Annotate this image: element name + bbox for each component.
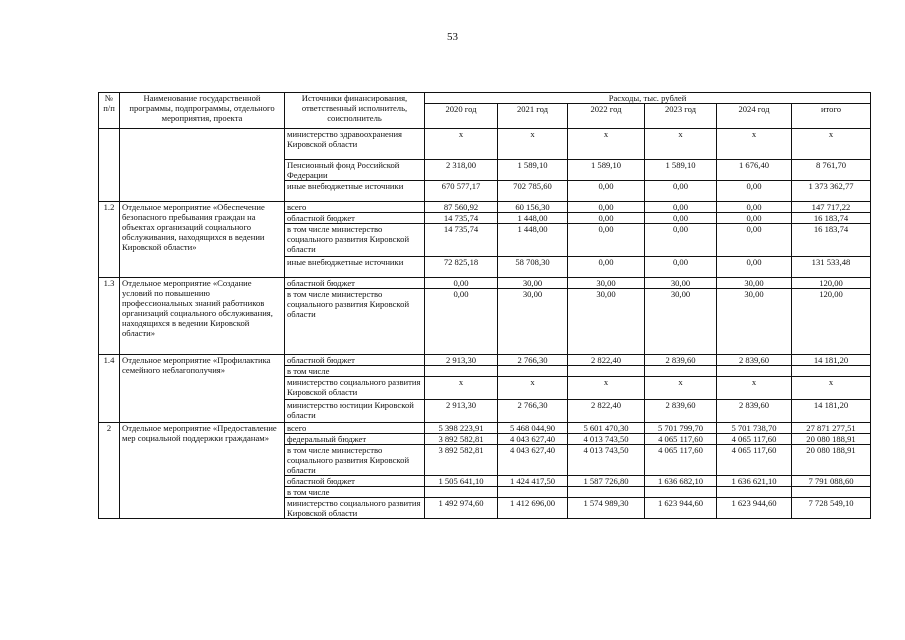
source-cell: министерство социального развития Кировской области	[285, 377, 425, 400]
value-cell: х	[645, 129, 717, 160]
source-cell: областной бюджет	[285, 213, 425, 224]
value-cell: 5 398 223,91	[425, 423, 498, 434]
row-num: 1.2	[99, 202, 120, 278]
value-cell: х	[568, 377, 645, 400]
value-cell: х	[792, 377, 871, 400]
value-cell: 1 574 989,30	[568, 498, 645, 519]
value-cell	[498, 487, 568, 498]
value-cell: 1 448,00	[498, 224, 568, 257]
source-cell: иные внебюджетные источники	[285, 257, 425, 278]
value-cell: 0,00	[425, 278, 498, 289]
value-cell: 20 080 188,91	[792, 434, 871, 445]
value-cell: 131 533,48	[792, 257, 871, 278]
value-cell: 4 065 117,60	[645, 445, 717, 476]
table-row	[99, 129, 871, 160]
value-cell: 1 636 682,10	[645, 476, 717, 487]
header-year: 2020 год	[425, 104, 498, 129]
value-cell: 14 735,74	[425, 213, 498, 224]
value-cell	[792, 366, 871, 377]
value-cell	[645, 487, 717, 498]
source-cell: в том числе министерство социального развития Кировской области	[285, 224, 425, 257]
row-num: 2	[99, 423, 120, 519]
value-cell: 1 623 944,60	[717, 498, 792, 519]
value-cell: 14 181,20	[792, 400, 871, 423]
source-cell: в том числе министерство социального развития Кировской области	[285, 445, 425, 476]
value-cell: 2 822,40	[568, 355, 645, 366]
value-cell	[645, 366, 717, 377]
value-cell: 4 043 627,40	[498, 434, 568, 445]
source-cell: областной бюджет	[285, 278, 425, 289]
header-year: 2024 год	[717, 104, 792, 129]
value-cell: 1 589,10	[498, 160, 568, 181]
header-year: 2022 год	[568, 104, 645, 129]
value-cell: 2 766,30	[498, 355, 568, 366]
header-expenses: Расходы, тыс. рублей	[425, 93, 871, 104]
value-cell: 1 623 944,60	[645, 498, 717, 519]
value-cell: 1 412 696,00	[498, 498, 568, 519]
value-cell: 60 156,30	[498, 202, 568, 213]
value-cell: 72 825,18	[425, 257, 498, 278]
value-cell: 30,00	[498, 289, 568, 355]
value-cell: 16 183,74	[792, 224, 871, 257]
value-cell: 147 717,22	[792, 202, 871, 213]
value-cell	[568, 487, 645, 498]
source-cell: областной бюджет	[285, 355, 425, 366]
value-cell: 2 839,60	[645, 355, 717, 366]
value-cell: 30,00	[498, 278, 568, 289]
page-number: 53	[447, 31, 458, 43]
table-row	[99, 355, 871, 366]
row-num: 1.4	[99, 355, 120, 423]
value-cell: 2 913,30	[425, 355, 498, 366]
value-cell: 0,00	[568, 202, 645, 213]
value-cell: 1 589,10	[645, 160, 717, 181]
header-name: Наименование государственной программы, подпрограммы, отдельного мероприятия, проекта	[120, 93, 285, 129]
source-cell: министерство юстиции Кировской области	[285, 400, 425, 423]
header-year: 2021 год	[498, 104, 568, 129]
source-cell: в том числе	[285, 487, 425, 498]
table-row	[99, 278, 871, 289]
value-cell	[498, 366, 568, 377]
value-cell: 1 636 621,10	[717, 476, 792, 487]
value-cell: 2 318,00	[425, 160, 498, 181]
value-cell: 3 892 582,81	[425, 434, 498, 445]
value-cell: 1 424 417,50	[498, 476, 568, 487]
value-cell: 1 492 974,60	[425, 498, 498, 519]
value-cell: 20 080 188,91	[792, 445, 871, 476]
row-num: 1.3	[99, 278, 120, 355]
source-cell: министерство социального развития Кировской области	[285, 498, 425, 519]
value-cell: х	[792, 129, 871, 160]
header-num: № п/п	[99, 93, 120, 129]
row-num	[99, 129, 120, 202]
source-cell: всего	[285, 423, 425, 434]
value-cell: 30,00	[568, 278, 645, 289]
header-row	[99, 93, 871, 104]
value-cell: 1 448,00	[498, 213, 568, 224]
value-cell: 1 676,40	[717, 160, 792, 181]
source-cell: иные внебюджетные источники	[285, 181, 425, 202]
value-cell: 0,00	[568, 224, 645, 257]
value-cell: 0,00	[717, 257, 792, 278]
value-cell: 702 785,60	[498, 181, 568, 202]
value-cell: 0,00	[717, 213, 792, 224]
value-cell: 7 728 549,10	[792, 498, 871, 519]
table-row	[99, 202, 871, 213]
source-cell: федеральный бюджет	[285, 434, 425, 445]
source-cell: всего	[285, 202, 425, 213]
value-cell: 30,00	[717, 289, 792, 355]
header-year: 2023 год	[645, 104, 717, 129]
value-cell: х	[717, 129, 792, 160]
value-cell: 58 708,30	[498, 257, 568, 278]
value-cell: 30,00	[717, 278, 792, 289]
table-row	[99, 423, 871, 434]
value-cell: 30,00	[645, 278, 717, 289]
value-cell: 3 892 582,81	[425, 445, 498, 476]
value-cell: 4 013 743,50	[568, 434, 645, 445]
row-name: Отдельное мероприятие «Профилактика семейного неблагополучия»	[120, 355, 285, 423]
value-cell: 0,00	[645, 224, 717, 257]
value-cell: 87 560,92	[425, 202, 498, 213]
value-cell: 5 601 470,30	[568, 423, 645, 434]
value-cell: 120,00	[792, 278, 871, 289]
value-cell	[425, 487, 498, 498]
value-cell: 4 043 627,40	[498, 445, 568, 476]
value-cell: 1 505 641,10	[425, 476, 498, 487]
value-cell: 4 065 117,60	[717, 434, 792, 445]
value-cell: 2 822,40	[568, 400, 645, 423]
value-cell: 5 701 799,70	[645, 423, 717, 434]
value-cell: 0,00	[645, 181, 717, 202]
value-cell: х	[568, 129, 645, 160]
value-cell: 2 766,30	[498, 400, 568, 423]
value-cell: 4 065 117,60	[717, 445, 792, 476]
value-cell: 0,00	[645, 213, 717, 224]
row-name	[120, 129, 285, 202]
value-cell: х	[498, 129, 568, 160]
source-cell: Пенсионный фонд Российской Федерации	[285, 160, 425, 181]
source-cell: областной бюджет	[285, 476, 425, 487]
table-body	[99, 129, 871, 519]
value-cell: 14 181,20	[792, 355, 871, 366]
value-cell: 0,00	[568, 181, 645, 202]
value-cell	[717, 487, 792, 498]
value-cell	[568, 366, 645, 377]
header-source: Источники финансирования, ответственный исполнитель, соисполнитель	[285, 93, 425, 129]
value-cell: 0,00	[568, 213, 645, 224]
value-cell: 30,00	[645, 289, 717, 355]
value-cell: 4 065 117,60	[645, 434, 717, 445]
value-cell: х	[645, 377, 717, 400]
value-cell: 0,00	[645, 202, 717, 213]
value-cell	[792, 487, 871, 498]
value-cell: 8 761,70	[792, 160, 871, 181]
value-cell: 1 373 362,77	[792, 181, 871, 202]
budget-table	[98, 92, 871, 519]
value-cell	[717, 366, 792, 377]
source-cell: в том числе министерство социального развития Кировской области	[285, 289, 425, 355]
value-cell: 1 587 726,80	[568, 476, 645, 487]
value-cell: 0,00	[425, 289, 498, 355]
value-cell: 2 839,60	[645, 400, 717, 423]
value-cell: 7 791 088,60	[792, 476, 871, 487]
row-name: Отдельное мероприятие «Создание условий по повышению профессиональных знаний работников организаций социального обслуживания, находящихся в ведении Кировской области»	[120, 278, 285, 355]
value-cell: 16 183,74	[792, 213, 871, 224]
value-cell: 2 839,60	[717, 400, 792, 423]
value-cell: х	[717, 377, 792, 400]
value-cell: 0,00	[717, 224, 792, 257]
value-cell: 670 577,17	[425, 181, 498, 202]
source-cell: в том числе	[285, 366, 425, 377]
value-cell: 0,00	[568, 257, 645, 278]
header-total: итого	[792, 104, 871, 129]
value-cell: 27 871 277,51	[792, 423, 871, 434]
value-cell: 30,00	[568, 289, 645, 355]
value-cell: 4 013 743,50	[568, 445, 645, 476]
row-name: Отдельное мероприятие «Обеспечение безопасного пребывания граждан на объектах организаций социального обслуживания, находящихся в ведении Кировской области»	[120, 202, 285, 278]
value-cell: 0,00	[645, 257, 717, 278]
value-cell: х	[425, 129, 498, 160]
value-cell	[425, 366, 498, 377]
value-cell: 2 913,30	[425, 400, 498, 423]
value-cell: 0,00	[717, 202, 792, 213]
value-cell: 1 589,10	[568, 160, 645, 181]
value-cell: 2 839,60	[717, 355, 792, 366]
value-cell: х	[425, 377, 498, 400]
value-cell: 5 468 044,90	[498, 423, 568, 434]
value-cell: 14 735,74	[425, 224, 498, 257]
value-cell: 120,00	[792, 289, 871, 355]
value-cell: 5 701 738,70	[717, 423, 792, 434]
row-name: Отдельное мероприятие «Предоставление мер социальной поддержки гражданам»	[120, 423, 285, 519]
value-cell: 0,00	[717, 181, 792, 202]
value-cell: х	[498, 377, 568, 400]
source-cell: министерство здравоохранения Кировской области	[285, 129, 425, 160]
